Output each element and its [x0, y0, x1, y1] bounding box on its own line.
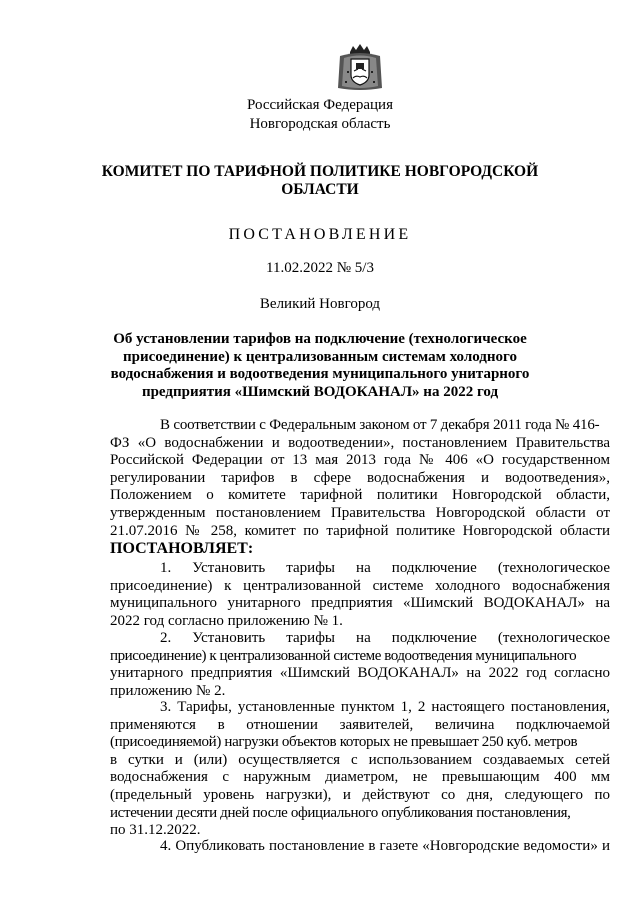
item-line: (присоединяемой) нагрузки объектов которых не превышает 250 куб. метров	[110, 734, 578, 751]
item-line: 4. Опубликовать постановление в газете «Новгородские ведомости» и	[160, 838, 610, 854]
preamble-line: 21.07.2016 № 258, комитет по тарифной политике Новгородской области	[110, 522, 610, 539]
resolves-word: ПОСТАНОВЛЯЕТ:	[110, 540, 254, 558]
document-city: Великий Новгород	[259, 296, 381, 312]
item-3-paragraph	[110, 699, 610, 840]
subject-line: предприятия «Шимский ВОДОКАНАЛ» на 2022 год	[141, 383, 499, 400]
item-line: присоединение) к централизованной системе холодного водоснабжения	[110, 577, 610, 594]
item-2-paragraph	[110, 630, 610, 700]
coat-of-arms-icon	[336, 42, 384, 92]
item-line: водоснабжения с наружным диаметром, не превышающим 400 мм	[110, 769, 610, 786]
committee-title-line1: КОМИТЕТ ПО ТАРИФНОЙ ПОЛИТИКЕ НОВГОРОДСКОЙ	[101, 163, 539, 180]
subject-line: Об установлении тарифов на подключение (технологическое	[113, 331, 527, 347]
item-line: приложению № 2.	[110, 682, 226, 699]
item-line: 3. Тарифы, установленные пунктом 1, 2 настоящего постановления,	[160, 699, 610, 715]
document-subject	[0, 331, 640, 401]
subject-line: водоснабжения и водоотведения муниципального унитарного	[110, 366, 530, 382]
item-line: унитарного предприятия «Шимский ВОДОКАНАЛ» на 2022 год согласно	[110, 665, 610, 682]
preamble-line: В соответствии с Федеральным законом от 7 декабря 2011 года № 416-	[160, 417, 600, 433]
preamble-line: ФЗ «О водоснабжении и водоотведении», постановлением Правительства	[110, 434, 610, 451]
country-name: Российская Федерация	[247, 97, 393, 113]
item-line: истечении десяти дней после официального опубликования постановления,	[110, 804, 571, 821]
preamble-line: Российской Федерации от 13 мая 2013 года № 406 «О государственном	[110, 452, 610, 469]
preamble-line: утвержденным постановлением Правительства Новгородской области от	[110, 504, 610, 521]
item-line: 2022 год согласно приложению № 1.	[110, 612, 343, 629]
item-line: 1. Установить тарифы на подключение (технологическое	[160, 560, 610, 576]
subject-line: присоединение) к централизованным системам холодного	[123, 348, 517, 365]
document-type: ПОСТАНОВЛЕНИЕ	[228, 226, 412, 243]
item-1-paragraph	[110, 560, 610, 630]
item-line: по 31.12.2022.	[110, 822, 201, 839]
committee-title-line2: ОБЛАСТИ	[281, 181, 359, 198]
document-date-number: 11.02.2022 № 5/3	[266, 260, 374, 276]
region-name: Новгородская область	[249, 116, 391, 132]
preamble-line: регулировании тарифов в сфере водоснабжения и водоотведения»,	[110, 469, 610, 486]
item-line: 2. Установить тарифы на подключение (технологическое	[160, 630, 610, 646]
item-line: (предельный уровень нагрузки), и действуют со дня, следующего по	[110, 786, 610, 803]
preamble-line: Положением о комитете тарифной политики Новгородской области,	[110, 487, 610, 504]
item-line: муниципального унитарного предприятия «Шимский ВОДОКАНАЛ» на	[110, 595, 610, 612]
item-line: присоединение) к централизованной системе водоотведения муниципального	[110, 647, 577, 664]
item-line: в сутки и (или) осуществляется с использованием создаваемых сетей	[110, 751, 610, 768]
item-4-paragraph	[110, 838, 610, 856]
item-line: применяются в отношении заявителей, величина подключаемой	[110, 716, 610, 733]
preamble-paragraph	[110, 417, 610, 558]
